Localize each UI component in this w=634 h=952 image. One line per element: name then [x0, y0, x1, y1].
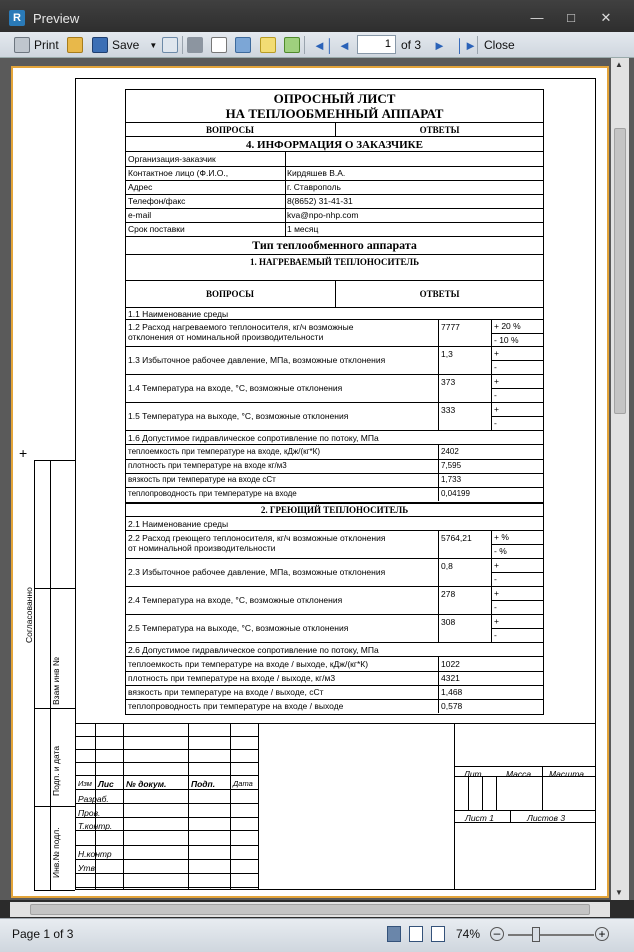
property-label: теплоемкость при температуре на входе, кДж/(кг*К) [128, 447, 320, 456]
stamp-ndoc: № докум. [126, 779, 167, 789]
scroll-up-icon[interactable]: ▲ [615, 60, 623, 69]
row-line [491, 600, 544, 601]
row-line [125, 487, 544, 488]
property-label: теплопроводность при температуре на входе / выходе [128, 701, 344, 711]
row-1-4-value: 373 [441, 377, 456, 387]
stamp-nkontr: Н.контр [78, 849, 112, 859]
row-line [491, 544, 544, 545]
zoom-in-icon[interactable]: + [595, 927, 609, 941]
stamp-masshtab: Масшта [549, 769, 584, 779]
row-2-5-minus: - [494, 630, 497, 640]
open-button[interactable] [67, 35, 83, 55]
col-line [123, 723, 124, 890]
customer-field-label: Адрес [128, 182, 153, 192]
col-line [438, 374, 439, 402]
vertical-scroll-thumb[interactable] [614, 128, 626, 414]
stamp-prov: Пров. [78, 808, 101, 818]
page-setup-icon [211, 37, 227, 53]
customer-field-label: Контактное лицо (Ф.И.О., [128, 168, 229, 178]
close-button[interactable]: Close [484, 38, 515, 52]
side-column-line [34, 588, 75, 589]
status-bar [0, 918, 634, 952]
col-line [482, 776, 483, 810]
row-1-5-plus: + [494, 404, 499, 414]
print-button[interactable] [14, 35, 59, 55]
zoom-out-icon[interactable]: – [490, 927, 504, 941]
col-line [95, 723, 96, 890]
col-line [438, 558, 439, 586]
stamp-izm: Изм [78, 779, 92, 788]
stamp-podp: Подп. [191, 779, 216, 789]
row-line [125, 586, 544, 587]
row-line [125, 671, 544, 672]
scroll-down-icon[interactable]: ▼ [615, 888, 623, 897]
property-value: 1,468 [441, 687, 463, 697]
row-2-4-minus: - [494, 602, 497, 612]
col-line [468, 776, 469, 810]
col-line [438, 685, 439, 699]
col-line [285, 222, 286, 236]
row-2-6: 2.6 Допустимое гидравлическое сопротивление по потоку, МПа [128, 645, 379, 655]
side-column-line [34, 708, 75, 709]
customer-field-value: г. Ставрополь [287, 182, 341, 192]
row-line [125, 374, 544, 375]
design-icon [235, 37, 251, 53]
col-line [438, 473, 439, 487]
type-title: Тип теплообменного аппарата [252, 238, 417, 252]
row-line [454, 766, 596, 767]
section-1-title: 1. НАГРЕВАЕМЫЙ ТЕПЛОНОСИТЕЛЬ [249, 257, 420, 267]
side-column-line [34, 460, 35, 890]
row-1-2-value: 7777 [441, 322, 460, 332]
section-2-title: 2. ГРЕЮЩИЙ ТЕПЛОНОСИТЕЛЬ [260, 505, 409, 515]
row-line [491, 360, 544, 361]
row-line [125, 180, 544, 181]
watermark-icon [284, 37, 300, 53]
row-line [491, 388, 544, 389]
col-line [438, 530, 439, 558]
row-line [125, 430, 544, 431]
customer-field-label: e-mail [128, 210, 152, 220]
row-2-3-plus: + [494, 560, 499, 570]
doc-title-2: НА ТЕПЛООБМЕННЫЙ АППАРАТ [225, 106, 444, 121]
col-line [188, 723, 189, 890]
row-line-thick [125, 502, 544, 504]
row-line [125, 614, 544, 615]
stamp-data: Дата [233, 779, 253, 788]
property-value: 4321 [441, 673, 460, 683]
chevron-down-icon[interactable]: ▼ [149, 40, 158, 50]
customer-field-value: 1 месяц [287, 224, 319, 234]
row-1-4-question: 1.4 Температура на входе, °С, возможные отклонения [128, 383, 343, 393]
print-label: Print [34, 38, 59, 52]
envelope-icon [162, 37, 178, 53]
page-status: Page 1 of 3 [12, 927, 74, 941]
row-1-3-value: 1,3 [441, 349, 453, 359]
col-line [438, 445, 439, 459]
customer-field-value: Кирдяшев В.А. [287, 168, 346, 178]
stamp-list: Лист 1 [465, 813, 494, 823]
col-line [542, 766, 543, 810]
row-line [125, 208, 544, 209]
col-line [285, 152, 286, 166]
minimize-icon[interactable]: — [530, 10, 544, 25]
customer-field-value: 8(8652) 31-41-31 [287, 196, 353, 206]
side-label-podp: Подп. и дата [51, 745, 61, 796]
row-2-2-question-cont: от номинальной производительности [128, 543, 276, 553]
row-2-2-question: 2.2 Расход греющего теплоносителя, кг/ч возможные отклонения [128, 533, 386, 543]
row-line [125, 194, 544, 195]
col-line [285, 194, 286, 208]
row-line [125, 402, 544, 403]
row-1-2-question-cont: отклонения от номинальной производительности [128, 332, 324, 342]
row-2-3-value: 0,8 [441, 561, 453, 571]
col-line [438, 671, 439, 685]
col-line [438, 699, 439, 713]
row-line [491, 333, 544, 334]
row-line [125, 346, 544, 347]
save-label: Save [112, 38, 140, 52]
row-line [125, 530, 544, 531]
col-line [438, 459, 439, 473]
row-2-2-minus: - % [494, 546, 507, 556]
col-line [438, 346, 439, 374]
stamp-tkontr: Т.контр. [78, 821, 113, 831]
zoom-slider-thumb[interactable] [532, 927, 540, 942]
row-line [125, 642, 544, 643]
row-line [125, 473, 544, 474]
find-button[interactable] [187, 35, 203, 55]
col-line [438, 487, 439, 501]
save-button[interactable] [92, 35, 157, 55]
col-line [438, 586, 439, 614]
row-line [491, 628, 544, 629]
row-1-4-plus: + [494, 376, 499, 386]
pencil-icon [260, 37, 276, 53]
property-value: 0,578 [441, 701, 463, 711]
row-2-4-value: 278 [441, 589, 456, 599]
section-4-title: 4. ИНФОРМАЦИЯ О ЗАКАЗЧИКЕ [246, 139, 423, 151]
header-questions-2: ВОПРОСЫ [206, 289, 254, 299]
folder-icon [67, 37, 83, 53]
row-2-5-value: 308 [441, 617, 456, 627]
header-questions: ВОПРОСЫ [206, 125, 254, 135]
next-page-icon[interactable]: ► [433, 37, 446, 53]
two-page-icon[interactable] [409, 926, 423, 942]
close-icon[interactable]: ✕ [600, 10, 612, 25]
divider [182, 36, 183, 54]
row-line [125, 685, 544, 686]
property-value: 2402 [441, 447, 459, 456]
row-line [125, 656, 544, 657]
property-label: вязкость при температуре на входе сСт [128, 475, 276, 484]
previous-page-icon[interactable]: ◄ [338, 37, 351, 53]
binoculars-icon [187, 37, 203, 53]
crosshair-icon: + [19, 445, 28, 461]
customer-field-label: Организация-заказчик [128, 154, 216, 164]
row-2-1: 2.1 Наименование среды [128, 519, 229, 529]
row-1-2-question: 1.2 Расход нагреваемого теплоносителя, кг/ч возможные [128, 322, 354, 332]
col-line [496, 776, 497, 810]
customer-field-value: kva@npo-nhp.com [287, 210, 359, 220]
row-2-4-plus: + [494, 588, 499, 598]
side-column-line [34, 890, 75, 891]
header-answers: ОТВЕТЫ [419, 125, 460, 135]
row-line [491, 416, 544, 417]
row-line [125, 558, 544, 559]
row-line [125, 459, 544, 460]
col-line [510, 810, 511, 822]
page-total: of 3 [401, 38, 422, 52]
col-line [285, 166, 286, 180]
row-2-5-question: 2.5 Температура на выходе, °С, возможные отклонения [128, 623, 349, 633]
side-column-line [34, 460, 75, 461]
row-1-3-minus: - [494, 362, 497, 372]
edit-button[interactable] [260, 35, 276, 55]
window-title: Preview [33, 11, 80, 26]
floppy-icon [92, 37, 108, 53]
printer-icon [14, 37, 30, 53]
row-2-3-minus: - [494, 574, 497, 584]
stamp-razrab: Разраб. [78, 794, 109, 804]
last-page-icon[interactable]: │► [456, 37, 477, 53]
maximize-icon[interactable]: □ [567, 10, 575, 25]
col-line [438, 319, 439, 346]
property-label: теплоемкость при температуре на входе / выходе, кДж/(кг*К) [128, 659, 369, 669]
email-button[interactable] [162, 35, 178, 55]
col-line [285, 180, 286, 194]
row-line [125, 136, 544, 137]
side-column-line [34, 806, 75, 807]
row-line [125, 166, 544, 167]
row-2-2-value: 5764,21 [441, 533, 472, 543]
property-value: 1022 [441, 659, 460, 669]
row-line [125, 319, 544, 320]
row-line [125, 151, 544, 152]
col-line [438, 614, 439, 642]
row-1-5-question: 1.5 Температура на выходе, °С, возможные отклонения [128, 411, 349, 421]
row-1-6: 1.6 Допустимое гидравлическое сопротивление по потоку, МПа [128, 433, 379, 443]
page-setup-button[interactable] [211, 35, 227, 55]
watermark-button[interactable] [284, 35, 300, 55]
divider [477, 36, 478, 54]
doc-title-1: ОПРОСНЫЙ ЛИСТ [273, 91, 396, 106]
divider [304, 36, 305, 54]
row-1-2-plus: + 20 % [494, 321, 521, 331]
horizontal-scroll-thumb[interactable] [30, 904, 590, 915]
stamp-utv: Утв [78, 863, 95, 873]
row-1-1: 1.1 Наименование среды [128, 309, 229, 319]
row-1-3-question: 1.3 Избыточное рабочее давление, МПа, возможные отклонения [128, 355, 386, 365]
horizontal-scrollbar[interactable] [10, 902, 610, 917]
stamp-lit: Лит. [464, 769, 484, 779]
property-value: 1,733 [441, 475, 462, 484]
property-label: вязкость при температуре на входе / выходе, сСт [128, 687, 324, 697]
page-number-input[interactable]: 1 [357, 35, 396, 54]
row-line [125, 222, 544, 223]
side-label-vzam: Взам инв № [51, 657, 61, 705]
row-2-2-plus: + % [494, 532, 509, 542]
property-label: плотность при температуре на входе / выходе, кг/м3 [128, 673, 336, 683]
stamp-lis: Лис [98, 779, 114, 789]
col-line [438, 657, 439, 671]
single-page-icon[interactable] [387, 926, 401, 942]
row-2-3-question: 2.3 Избыточное рабочее давление, МПа, возможные отклонения [128, 567, 386, 577]
row-line [491, 572, 544, 573]
col-line [454, 723, 455, 890]
app-icon: R [9, 10, 25, 26]
row-line [125, 236, 544, 237]
property-label: плотность при температуре на входе кг/м3 [128, 461, 287, 470]
stamp-massa: Масса [506, 769, 532, 779]
stamp-top-line [75, 723, 596, 724]
row-line [125, 307, 544, 308]
row-line [125, 699, 544, 700]
col-line [285, 208, 286, 222]
row-1-4-minus: - [494, 390, 497, 400]
side-label-inv: Инв.№ подл. [51, 827, 61, 878]
design-button[interactable] [235, 35, 251, 55]
property-value: 0,04199 [441, 489, 470, 498]
row-line [125, 516, 544, 517]
customer-field-label: Срок поставки [128, 224, 185, 234]
row-2-5-plus: + [494, 616, 499, 626]
row-line [125, 444, 544, 445]
col-line [258, 723, 259, 890]
row-1-2-minus: - 10 % [494, 334, 519, 345]
side-label-soglas: Согласованно [24, 587, 34, 643]
title-bar [0, 0, 634, 32]
row-1-5-value: 333 [441, 405, 456, 415]
customer-field-label: Телефон/факс [128, 196, 186, 206]
row-line [454, 810, 596, 811]
col-line [230, 723, 231, 890]
row-line [125, 254, 544, 255]
first-page-icon[interactable]: ◄│ [313, 37, 334, 53]
row-1-5-minus: - [494, 418, 497, 428]
vertical-scrollbar[interactable] [611, 58, 629, 900]
row-2-4-question: 2.4 Температура на входе, °С, возможные отклонения [128, 595, 343, 605]
stamp-listov: Листов 3 [527, 813, 566, 823]
document-page [11, 66, 609, 898]
header-answers-2: ОТВЕТЫ [419, 289, 460, 299]
row-1-3-plus: + [494, 348, 499, 358]
toolbar [0, 32, 634, 58]
zoom-level: 74% [456, 927, 481, 941]
property-label: теплопроводность при температуре на входе [128, 489, 297, 498]
property-value: 7,595 [441, 461, 462, 470]
col-line [438, 402, 439, 430]
zoom-slider[interactable] [508, 934, 594, 936]
multi-page-icon[interactable] [431, 926, 445, 942]
